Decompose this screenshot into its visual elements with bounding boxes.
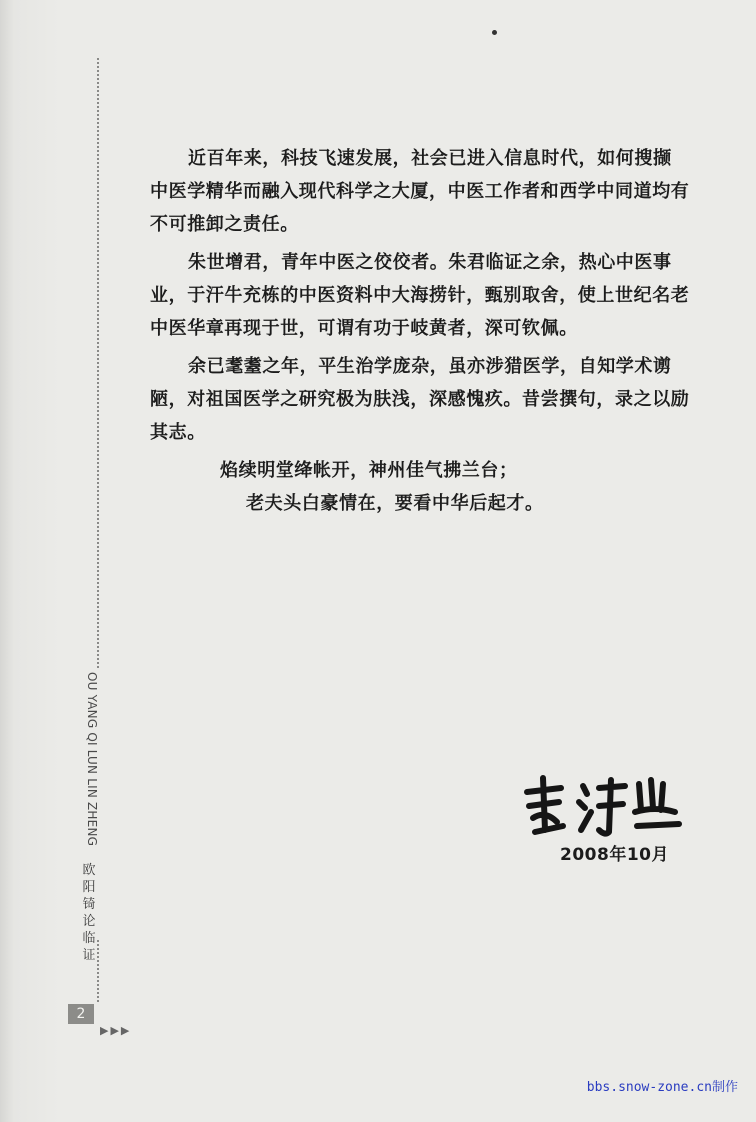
triple-arrow-icon: ▶▶▶ — [100, 1024, 132, 1037]
poem-line-2: 老夫头白豪情在，要看中华后起才。 — [246, 493, 544, 514]
paragraph-1: 近百年来，科技飞速发展，社会已进入信息时代，如何搜撷中医学精华而融入现代科学之大厦，中医工作者和西学中同道均有不可推卸之责任。 — [150, 148, 690, 235]
series-char: 欧 — [82, 863, 96, 878]
page-number: 2 — [68, 1004, 94, 1024]
date-line: 2008年10月 — [560, 845, 669, 865]
series-char: 锜 — [82, 897, 96, 912]
series-title-roman: OU YANG QI LUN LIN ZHENG — [85, 672, 99, 847]
handwritten-signature — [515, 770, 685, 840]
footer-credit: bbs.snow-zone.cn制作 — [586, 1080, 738, 1095]
series-title-chinese — [80, 862, 98, 964]
series-char: 阳 — [82, 880, 96, 895]
margin-rule — [97, 58, 99, 668]
series-char: 论 — [82, 914, 96, 929]
paragraph-3: 余已耄耋之年，平生治学庞杂，虽亦涉猎医学，自知学术谫陋，对祖国医学之研究极为肤浅，深感愧疚。昔尝撰句，录之以励其志。 — [150, 356, 690, 443]
speck — [492, 30, 497, 35]
poem-line-1: 焰续明堂绛帐开，神州佳气拂兰台； — [220, 460, 518, 481]
series-char: 临 — [82, 931, 96, 946]
paragraph-2: 朱世增君，青年中医之佼佼者。朱君临证之余，热心中医事业，于汗牛充栋的中医资料中大海捞针，甄别取舍，使上世纪名老中医华章再现于世，可谓有功于岐黄者，深可钦佩。 — [150, 252, 690, 339]
preface-body — [150, 142, 690, 520]
series-char: 证 — [82, 948, 96, 963]
